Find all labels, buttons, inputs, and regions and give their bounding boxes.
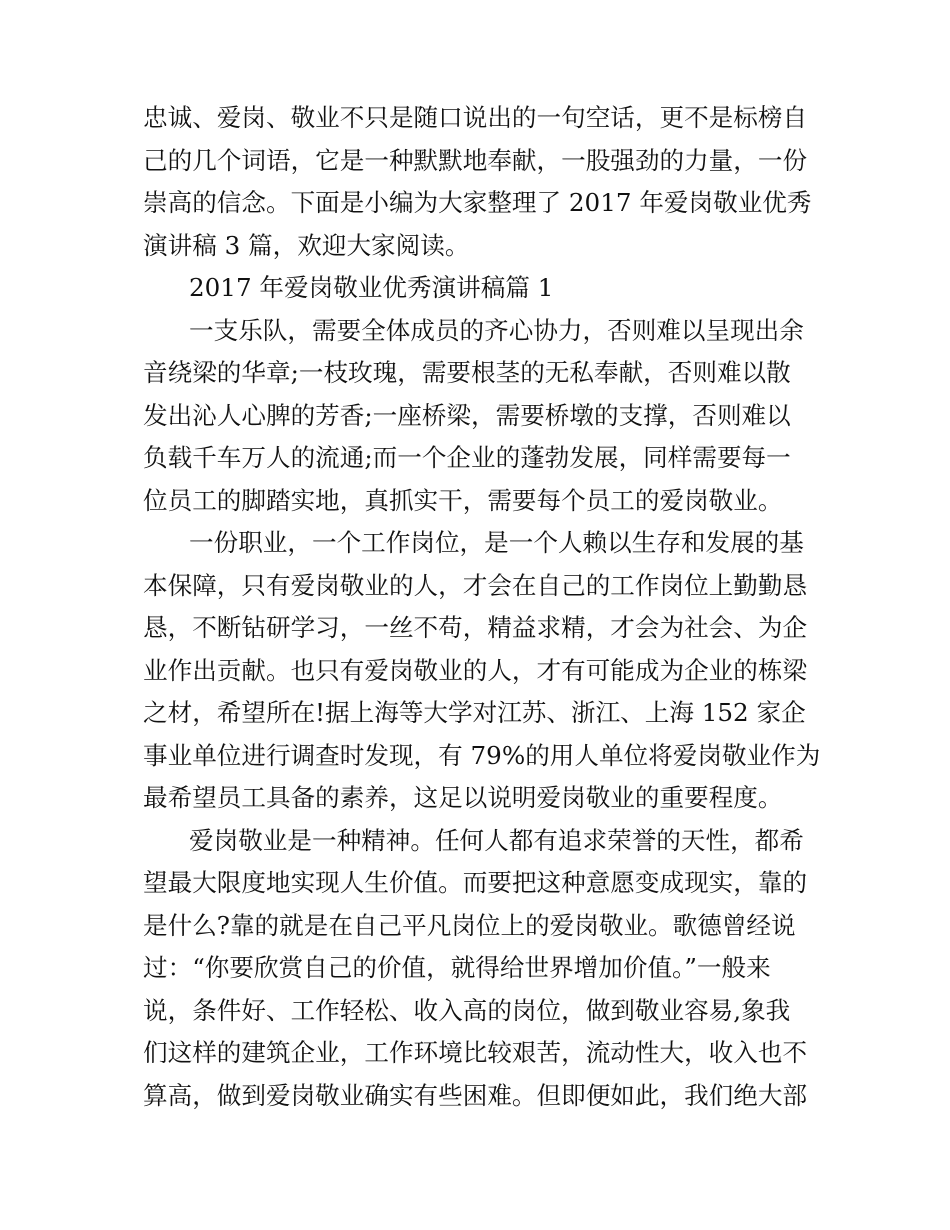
paragraph-3-line-2: 望最大限度地实现人生价值。而要把这种意愿变成现实，靠的 [143,868,808,897]
document-body [143,97,821,1117]
paragraph-3-line-6: 们这样的建筑企业，工作环境比较艰苦，流动性大，收入也不 [143,1038,808,1067]
intro-line-4: 演讲稿 3 篇，欢迎大家阅读。 [143,230,470,260]
paragraph-1-line-4: 负载千车万人的流通;而一个企业的蓬勃发展，同样需要每一 [143,443,791,472]
paragraph-2-line-5: 之材，希望所在!据上海等大学对江苏、浙江、上海 152 家企 [143,698,806,727]
paragraph-2-line-6: 事业单位进行调查时发现，有 79%的用人单位将爱岗敬业作为 [143,740,821,770]
paragraph-2-line-1: 一份职业，一个工作岗位，是一个人赖以生存和发展的基 [189,528,804,557]
paragraph-3-line-4: 过：“你要欣赏自己的价值，就得给世界增加价值。”一般来 [143,953,771,982]
paragraph-2-line-2: 本保障，只有爱岗敬业的人，才会在自己的工作岗位上勤勤恳 [143,570,808,600]
paragraph-1-line-2: 音绕梁的华章;一枝玫瑰，需要根茎的无私奉献，否则难以散 [143,358,791,387]
paragraph-2-line-3: 恳，不断钻研学习，一丝不苟，精益求精，才会为社会、为企 [143,613,808,642]
paragraph-3-line-7: 算高，做到爱岗敬业确实有些困难。但即便如此，我们绝大部 [143,1080,808,1110]
intro-line-3: 崇高的信念。下面是小编为大家整理了 2017 年爱岗敬业优秀 [143,188,812,217]
paragraph-2-line-4: 业作出贡献。也只有爱岗敬业的人，才有可能成为企业的栋梁 [143,655,808,685]
paragraph-2-line-7: 最希望员工具备的素养，这足以说明爱岗敬业的重要程度。 [143,783,783,812]
paragraph-1-line-1: 一支乐队，需要全体成员的齐心协力，否则难以呈现出余 [189,315,804,345]
paragraph-1-line-3: 发出沁人心脾的芳香;一座桥梁，需要桥墩的支撑，否则难以 [143,400,791,430]
paragraph-3-line-3: 是什么?靠的就是在自己平凡岗位上的爱岗敬业。歌德曾经说 [143,910,796,940]
section-heading: 2017 年爱岗敬业优秀演讲稿篇 1 [189,273,554,302]
paragraph-1-line-5: 位员工的脚踏实地，真抓实干，需要每个员工的爱岗敬业。 [143,485,783,515]
intro-line-2: 己的几个词语，它是一种默默地奉献，一股强劲的力量，一份 [143,145,808,175]
paragraph-3-line-1: 爱岗敬业是一种精神。任何人都有追求荣誉的天性，都希 [189,825,804,855]
paragraph-3-line-5: 说，条件好、工作轻松、收入高的岗位，做到敬业容易,象我 [143,995,791,1025]
intro-line-1: 忠诚、爱岗、敬业不只是随口说出的一句空话，更不是标榜自 [143,103,808,132]
